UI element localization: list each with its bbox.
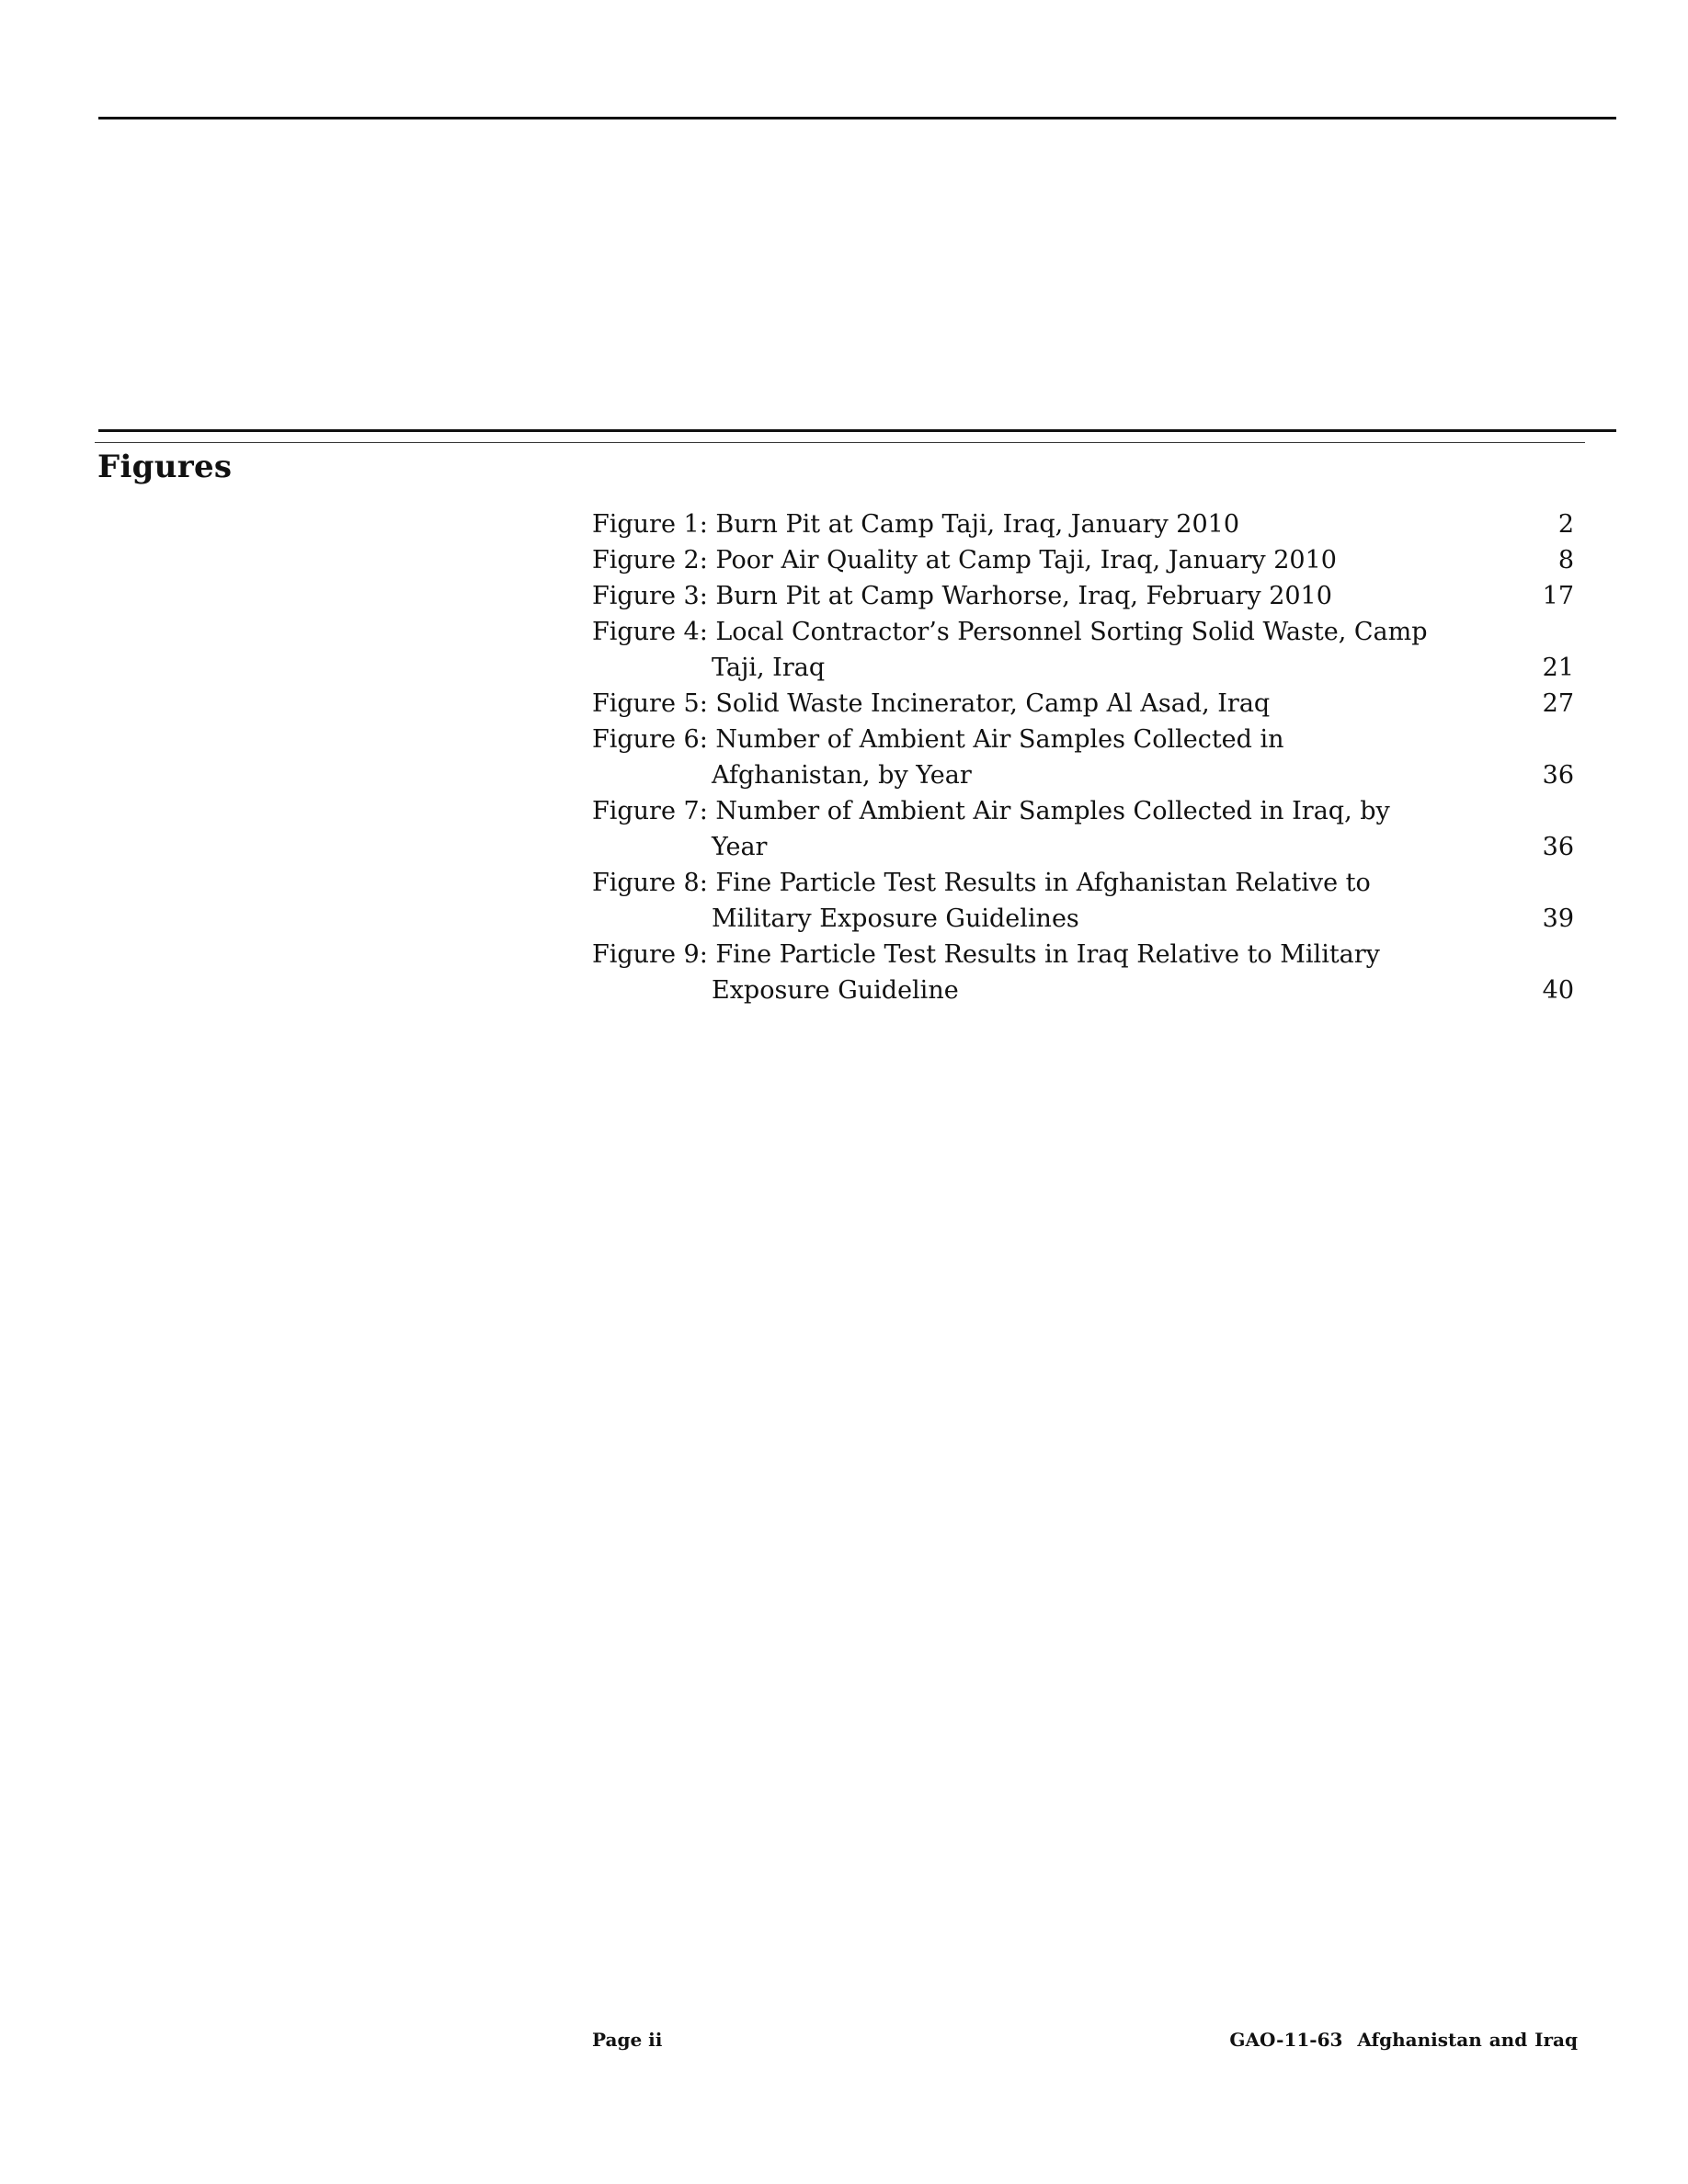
figure-entry[interactable] <box>592 937 1574 1008</box>
section-divider-thin <box>95 442 1585 443</box>
figure-title <box>592 865 1371 937</box>
figure-title <box>592 614 1428 686</box>
figure-title <box>592 722 1284 793</box>
figure-page-number: 39 <box>1542 904 1574 933</box>
figure-entry[interactable] <box>592 542 1574 578</box>
figure-entry[interactable] <box>592 865 1574 937</box>
figure-title <box>592 793 1390 865</box>
figure-title-line: Figure 5: Solid Waste Incinerator, Camp Al Asad, Iraq <box>592 689 1271 718</box>
figure-list <box>592 506 1574 1008</box>
figure-title-continuation: Military Exposure Guidelines <box>712 904 1079 933</box>
figure-title-continuation: Year <box>712 833 768 861</box>
figure-entry[interactable] <box>592 722 1574 793</box>
figure-title-continuation: Taji, Iraq <box>712 654 826 682</box>
figure-title-line: Figure 7: Number of Ambient Air Samples Collected in Iraq, by <box>592 797 1390 825</box>
figure-title-line: Figure 4: Local Contractor’s Personnel Sorting Solid Waste, Camp <box>592 618 1428 646</box>
figure-title <box>592 686 1270 722</box>
figure-title-line: Figure 2: Poor Air Quality at Camp Taji, Iraq, January 2010 <box>592 546 1337 574</box>
figure-title <box>592 506 1239 542</box>
footer-page-number: Page ii <box>592 2029 663 2051</box>
figure-page-number: 27 <box>1542 689 1574 718</box>
figure-entry[interactable] <box>592 793 1574 865</box>
top-divider <box>98 117 1616 119</box>
figure-title <box>592 542 1337 578</box>
figure-page-number: 2 <box>1557 510 1574 539</box>
footer-report-title: GAO-11-63 Afghanistan and Iraq <box>1229 2029 1578 2051</box>
figure-page-number: 21 <box>1542 654 1574 682</box>
figure-entry[interactable] <box>592 614 1574 686</box>
figure-title <box>592 578 1332 614</box>
figure-page-number: 36 <box>1542 833 1574 861</box>
figure-entry[interactable] <box>592 506 1574 542</box>
figure-page-number: 8 <box>1557 546 1574 574</box>
figure-entry[interactable] <box>592 578 1574 614</box>
figure-title-continuation: Exposure Guideline <box>712 976 959 1005</box>
figure-title-line: Figure 6: Number of Ambient Air Samples Collected in <box>592 725 1284 754</box>
figure-page-number: 40 <box>1542 976 1574 1005</box>
figure-entry[interactable] <box>592 686 1574 722</box>
figure-page-number: 36 <box>1542 761 1574 790</box>
figure-title-line: Figure 1: Burn Pit at Camp Taji, Iraq, January 2010 <box>592 510 1240 539</box>
figure-title-line: Figure 8: Fine Particle Test Results in Afghanistan Relative to <box>592 869 1371 897</box>
figure-page-number: 17 <box>1542 582 1574 610</box>
section-divider-thick <box>98 429 1616 432</box>
figure-title-line: Figure 9: Fine Particle Test Results in Iraq Relative to Military <box>592 940 1380 969</box>
figure-title <box>592 937 1380 1008</box>
figure-title-continuation: Afghanistan, by Year <box>712 761 972 790</box>
section-heading: Figures <box>97 449 233 485</box>
figure-title-line: Figure 3: Burn Pit at Camp Warhorse, Iraq, February 2010 <box>592 582 1332 610</box>
